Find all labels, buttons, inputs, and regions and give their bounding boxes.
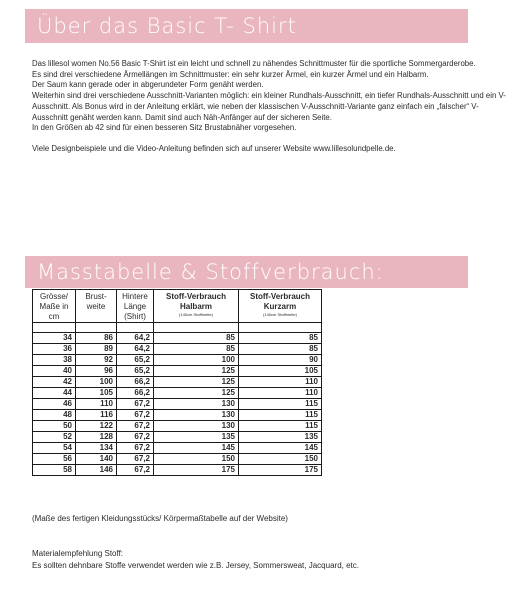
cell-bust: 116 [76, 410, 117, 421]
cell-short-sleeve: 135 [239, 432, 322, 443]
intro-paragraph: Das lillesol women No.56 Basic T-Shirt ist ein leicht und schnell zu nähendes Schnittmuster für die sportliche Sommergarderobe. [32, 59, 476, 68]
cell-short-sleeve: 90 [239, 355, 322, 366]
cell-bust: 92 [76, 355, 117, 366]
cell-size: 54 [33, 443, 76, 454]
cell-short-sleeve: 85 [239, 344, 322, 355]
table-row [33, 410, 322, 421]
section-header-about [25, 9, 468, 43]
cell-length: 66,2 [117, 388, 154, 399]
table-row [33, 421, 322, 432]
cell-length: 66,2 [117, 377, 154, 388]
cell-length: 65,2 [117, 355, 154, 366]
cell-length: 67,2 [117, 443, 154, 454]
cell-bust: 110 [76, 399, 117, 410]
cell-short-sleeve: 145 [239, 443, 322, 454]
col-header-short-sleeve-label: Stoff-Verbrauch Kurzarm [249, 292, 310, 311]
cell-bust: 134 [76, 443, 117, 454]
cell-length: 67,2 [117, 399, 154, 410]
cell-size: 40 [33, 366, 76, 377]
material-text: Es sollten dehnbare Stoffe verwendet werden wie z.B. Jersey, Sommersweat, Jacquard, etc. [32, 561, 359, 570]
cell-length: 65,2 [117, 366, 154, 377]
cell-length: 64,2 [117, 333, 154, 344]
cell-half-sleeve: 100 [154, 355, 239, 366]
cell-bust: 86 [76, 333, 117, 344]
table-row [33, 355, 322, 366]
col-header-short-sleeve-note: (140cm Stoffbreite) [263, 312, 297, 317]
cell-half-sleeve: 85 [154, 333, 239, 344]
table-header-row [33, 290, 322, 323]
cell-size: 34 [33, 333, 76, 344]
cell-short-sleeve: 85 [239, 333, 322, 344]
table-row [33, 366, 322, 377]
cell-half-sleeve: 150 [154, 454, 239, 465]
size-table [32, 289, 322, 476]
cell-size: 38 [33, 355, 76, 366]
table-row [33, 432, 322, 443]
col-header-short-sleeve [239, 290, 322, 323]
cell-bust: 140 [76, 454, 117, 465]
cell-short-sleeve: 115 [239, 421, 322, 432]
website-paragraph: Viele Designbeispiele und die Video-Anleitung befinden sich auf unserer Website www.lillesolundpelle.de. [32, 143, 396, 153]
cell-bust: 122 [76, 421, 117, 432]
cell-length: 67,2 [117, 421, 154, 432]
cell-size: 58 [33, 465, 76, 476]
cell-half-sleeve: 125 [154, 388, 239, 399]
cell-short-sleeve: 110 [239, 388, 322, 399]
cell-bust: 96 [76, 366, 117, 377]
cell-half-sleeve: 145 [154, 443, 239, 454]
col-header-half-sleeve-label: Stoff-Verbrauch Halbarm [165, 292, 226, 311]
cell-bust: 128 [76, 432, 117, 443]
cell-short-sleeve: 115 [239, 399, 322, 410]
table-row [33, 454, 322, 465]
table-row [33, 399, 322, 410]
cell-bust: 100 [76, 377, 117, 388]
cell-short-sleeve: 115 [239, 410, 322, 421]
col-header-size: Grösse/ Maße in cm [33, 290, 76, 323]
cell-size: 42 [33, 377, 76, 388]
cell-short-sleeve: 110 [239, 377, 322, 388]
cell-length: 67,2 [117, 465, 154, 476]
cell-short-sleeve: 150 [239, 454, 322, 465]
cell-size: 56 [33, 454, 76, 465]
cell-size: 48 [33, 410, 76, 421]
section-header-size-chart [25, 256, 468, 288]
cell-bust: 146 [76, 465, 117, 476]
table-note: (Maße des fertigen Kleidungsstücks/ Körpermaßtabelle auf der Website) [32, 514, 288, 523]
table-spacer-row [33, 323, 322, 333]
table-row [33, 443, 322, 454]
col-header-length: Hintere Länge (Shirt) [117, 290, 154, 323]
table-row [33, 344, 322, 355]
cell-half-sleeve: 125 [154, 366, 239, 377]
table-row [33, 388, 322, 399]
cell-short-sleeve: 175 [239, 465, 322, 476]
cell-bust: 89 [76, 344, 117, 355]
cell-length: 67,2 [117, 454, 154, 465]
section-title-about: Über das Basic T- Shirt [37, 14, 297, 38]
cell-size: 44 [33, 388, 76, 399]
cell-length: 64,2 [117, 344, 154, 355]
cell-size: 52 [33, 432, 76, 443]
col-header-bust: Brust-weite [76, 290, 117, 323]
cell-length: 67,2 [117, 410, 154, 421]
cell-half-sleeve: 85 [154, 344, 239, 355]
cell-half-sleeve: 130 [154, 421, 239, 432]
cell-half-sleeve: 130 [154, 399, 239, 410]
intro-paragraph: In den Größen ab 42 sind für einen besseren Sitz Brustabnäher vorgesehen. [32, 123, 297, 133]
cell-half-sleeve: 125 [154, 377, 239, 388]
cell-size: 46 [33, 399, 76, 410]
intro-text [32, 59, 507, 155]
col-header-half-sleeve [154, 290, 239, 323]
table-row [33, 333, 322, 344]
table-row [33, 465, 322, 476]
cell-size: 36 [33, 344, 76, 355]
table-row [33, 377, 322, 388]
section-title-size-chart: Masstabelle & Stoffverbrauch: [37, 260, 384, 284]
col-header-half-sleeve-note: (140cm Stoffbreite) [179, 312, 213, 317]
cell-length: 67,2 [117, 432, 154, 443]
material-title: Materialempfehlung Stoff: [32, 549, 124, 558]
intro-paragraph: Der Saum kann gerade oder in abgerundeter Form genäht werden. [32, 80, 264, 90]
cell-bust: 105 [76, 388, 117, 399]
cell-size: 50 [33, 421, 76, 432]
cell-short-sleeve: 105 [239, 366, 322, 377]
cell-half-sleeve: 130 [154, 410, 239, 421]
cell-half-sleeve: 135 [154, 432, 239, 443]
cell-half-sleeve: 175 [154, 465, 239, 476]
intro-paragraph: Es sind drei verschiedene Ärmellängen im Schnittmuster: ein sehr kurzer Ärmel, ein kurzer Ärmel und ein Halbarm. [32, 69, 429, 79]
intro-paragraph: Weiterhin sind drei verschiedene Ausschnitt-Varianten möglich: ein kleiner Rundhals-Ausschnitt, ein tiefer Rundhals-Ausschnitt und ein V-Ausschnitt. Als Bonus wird in der Anleitung erklärt, wie neben der klassischen V-Ausschnitt-Variante ganz einfach ein „falscher“ V-Ausschnitt genäht werden kann. Damit sind auch Näh-Anfänger auf der sicheren Seite. [32, 91, 506, 122]
